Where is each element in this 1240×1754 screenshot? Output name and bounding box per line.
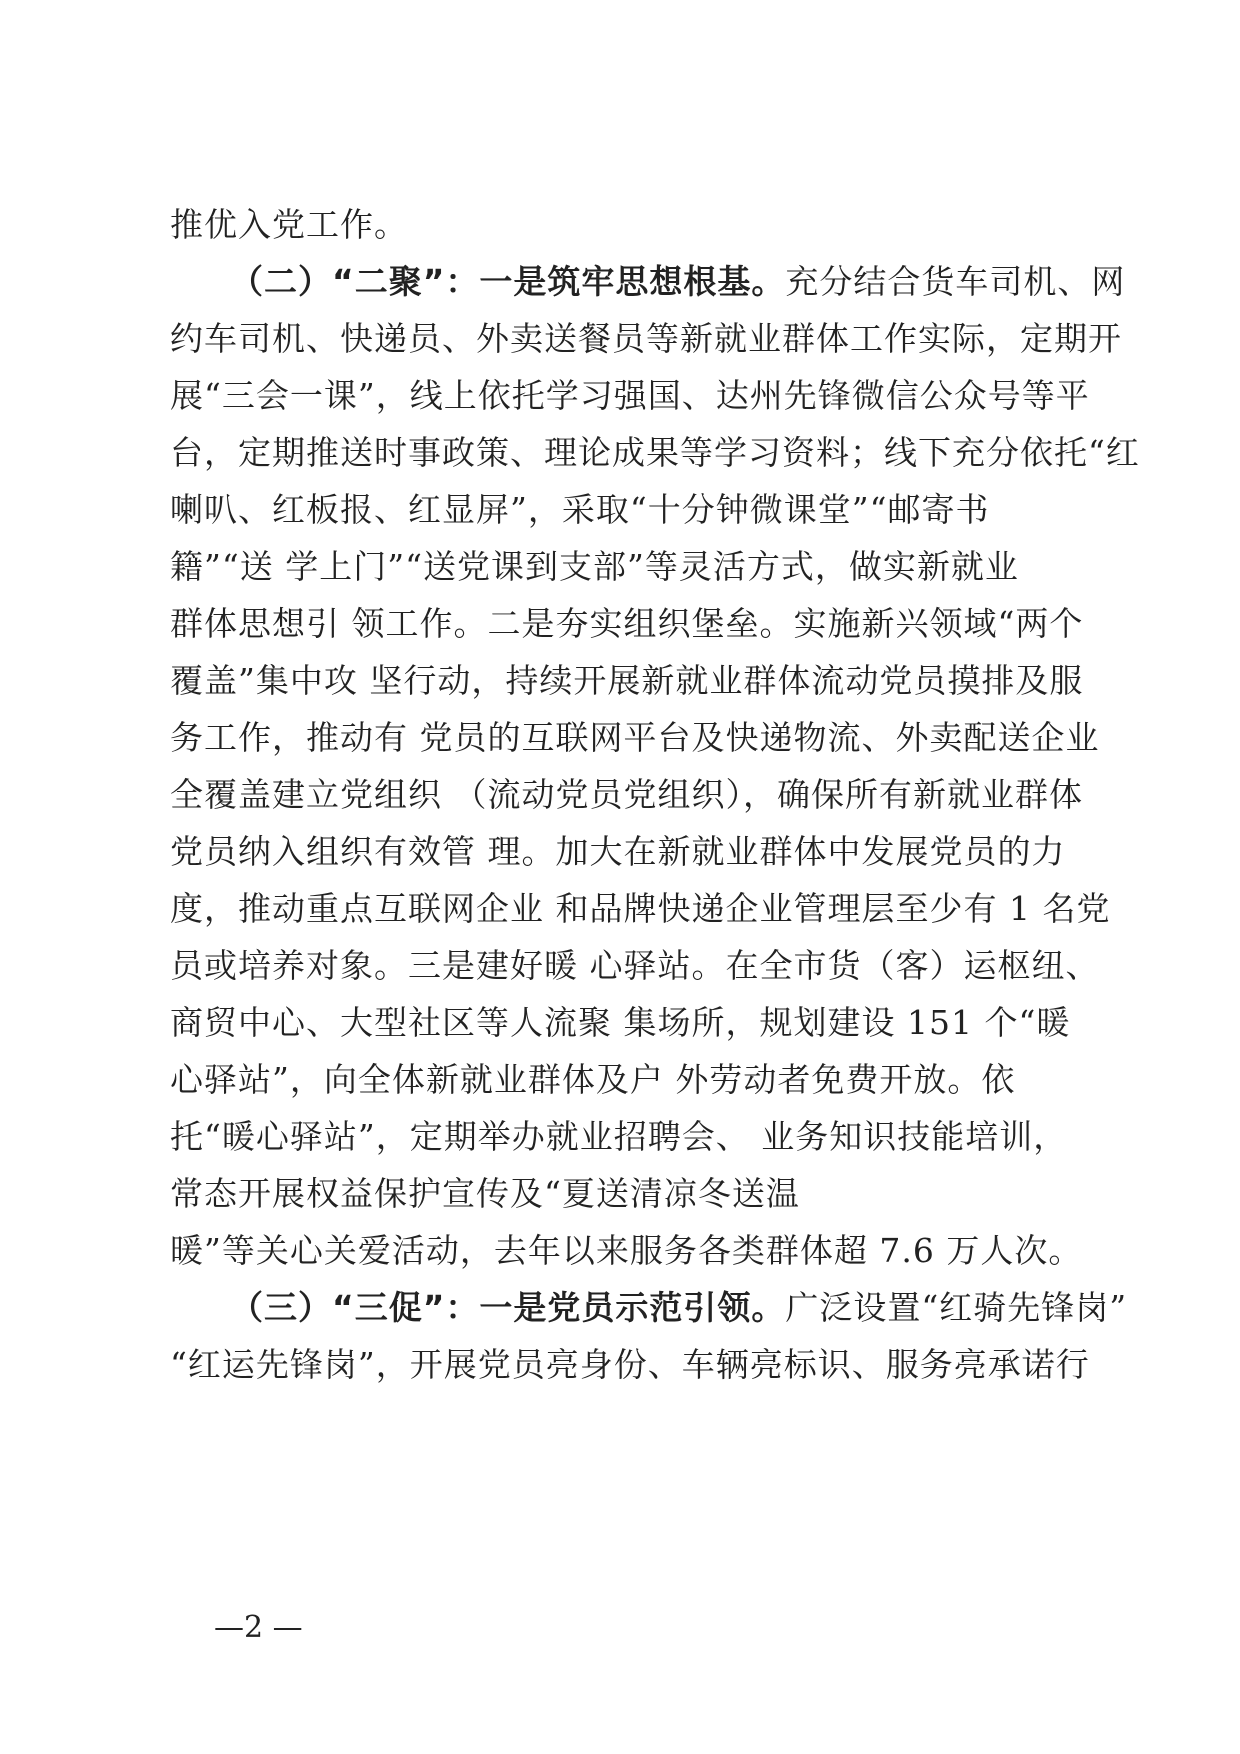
text-line-6: 喇叭、红板报、红显屏”，采取“十分钟微课堂”“邮寄书	[170, 490, 990, 529]
text-line-2-body: 充分结合货车司机、网	[785, 262, 1126, 301]
text-line-8: 群体思想引 领工作。二是夯实组织堡垒。实施新兴领域“两个	[170, 604, 1084, 643]
text-line-13: 度，推动重点互联网企业 和品牌快递企业管理层至少有 1 名党	[170, 889, 1111, 928]
text-line-3: 约车司机、快递员、外卖送餐员等新就业群体工作实际，定期开	[170, 319, 1122, 358]
text-line-5: 台，定期推送时事政策、理论成果等学习资料；线下充分依托“红	[170, 433, 1140, 472]
text-line-4: 展“三会一课”，线上依托学习强国、达州先锋微信公众号等平	[170, 376, 1090, 415]
text-line-9: 覆盖”集中攻 坚行动，持续开展新就业群体流动党员摸排及服	[170, 661, 1084, 700]
text-line-17: 托“暖心驿站”，定期举办就业招聘会、 业务知识技能培训，	[170, 1117, 1068, 1156]
text-line-14: 员或培养对象。三是建好暖 心驿站。在全市货（客）运枢纽、	[170, 946, 1100, 985]
text-line-16: 心驿站”，向全体新就业群体及户 外劳动者免费开放。依	[170, 1060, 1016, 1099]
text-line-11: 全覆盖建立党组织 （流动党员党组织），确保所有新就业群体	[170, 775, 1083, 814]
text-line-20-body: 广泛设置“红骑先锋岗”	[785, 1288, 1128, 1327]
text-line-19: 暖”等关心关爱活动，去年以来服务各类群体超 7.6 万人次。	[170, 1231, 1083, 1270]
text-line-21: “红运先锋岗”，开展党员亮身份、车辆亮标识、服务亮承诺行	[170, 1345, 1090, 1384]
text-line-18: 常态开展权益保护宣传及“夏送清凉冬送温	[170, 1174, 800, 1213]
text-line-1: 推优入党工作。	[170, 205, 408, 244]
section-heading-two: （二）“二聚”：一是筑牢思想根基。	[230, 262, 786, 301]
page-number: —2 —	[214, 1610, 303, 1645]
text-line-7: 籍”“送 学上门”“送党课到支部”等灵活方式，做实新就业	[170, 547, 1019, 586]
text-line-12: 党员纳入组织有效管 理。加大在新就业群体中发展党员的力	[170, 832, 1066, 871]
section-heading-three: （三）“三促”：一是党员示范引领。	[230, 1288, 786, 1327]
text-line-10: 务工作，推动有 党员的互联网平台及快递物流、外卖配送企业	[170, 718, 1100, 757]
text-line-20	[230, 1288, 1127, 1328]
text-line-15: 商贸中心、大型社区等人流聚 集场所，规划建设 151 个“暖	[170, 1003, 1071, 1042]
text-line-2	[230, 262, 1125, 302]
